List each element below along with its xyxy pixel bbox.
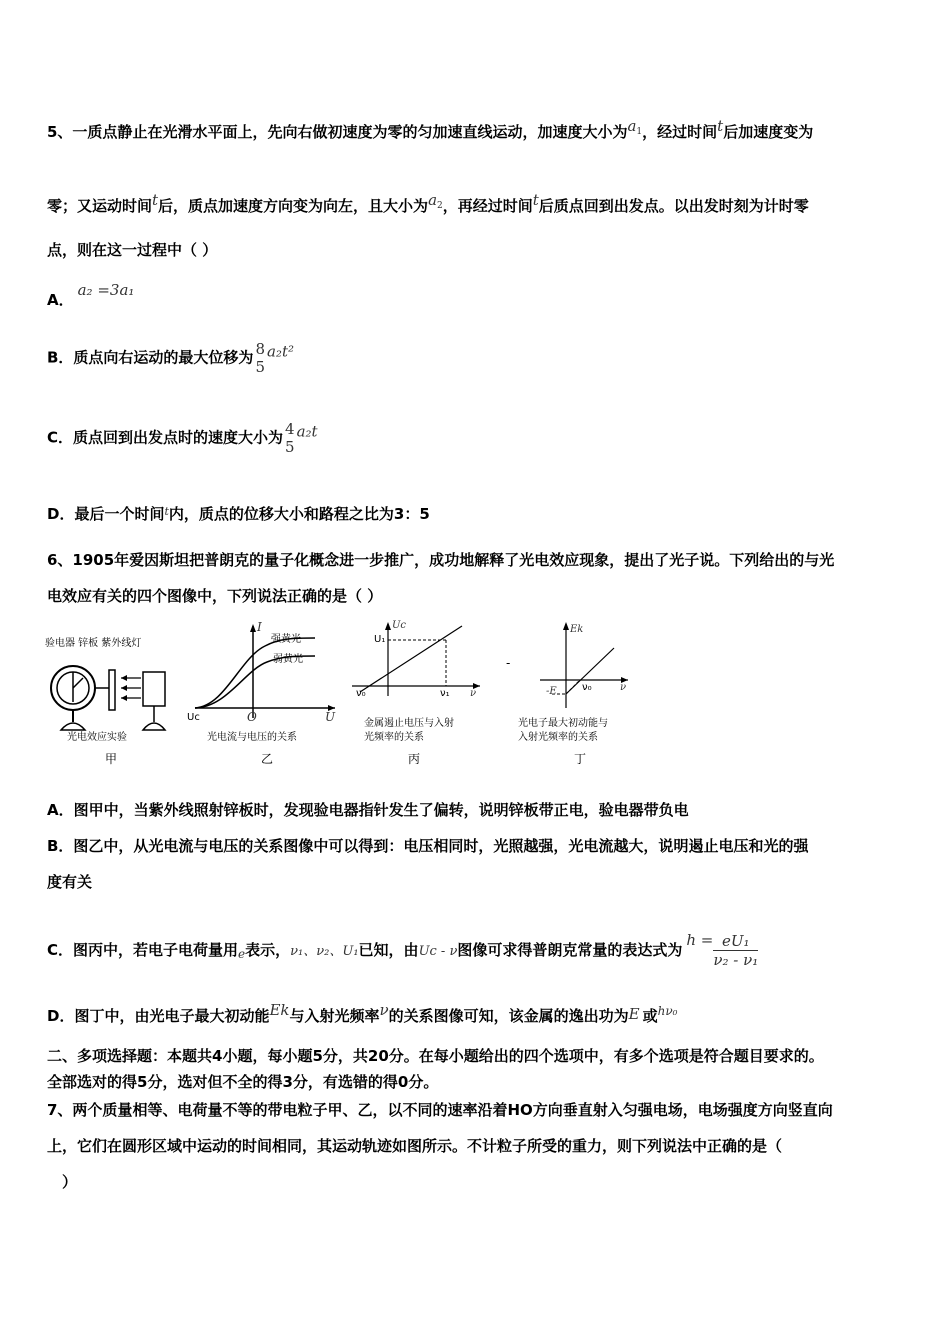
figure-yi: I 强黄光 弱黄光 Uc O U 光电流与电压的关系 乙 xyxy=(185,618,345,768)
q5-option-a: A．a₂ =3a₁ xyxy=(47,281,135,309)
a2-symbol: $a_2$ xyxy=(428,191,443,211)
q5-line2: 零；又运动时间t后，质点加速度方向变为向左，且大小为$a_2$，再经过时间t后质点回到出发点。以出发时刻为计时零 xyxy=(47,191,809,215)
section2-heading-line2: 全部选对的得5分，选对但不全的得3分，有选错的得0分。 xyxy=(47,1073,439,1091)
q5-option-c: C．质点回到出发点时的速度大小为 4 5 a₂t xyxy=(47,420,318,456)
planck-constant-fraction: $\frac{\text{eU₁}}{\text{ν₂ - ν₁}}$ xyxy=(713,932,759,969)
figure-bing: Uc U₁ ν₀ ν₁ ν 金属遏止电压与入射 光频率的关系 丙 xyxy=(350,618,490,768)
q5-option-d: D．最后一个时间$^t$内，质点的位移大小和路程之比为3：5 xyxy=(47,505,430,523)
q7-line1: 7、两个质量相等、电荷量不等的带电粒子甲、乙，以不同的速率沿着HO方向垂直射入匀强电场，电场强度方向竖直向 xyxy=(47,1101,833,1119)
q5-line3: 点，则在这一过程中（ ） xyxy=(47,241,218,259)
section2-heading-line1: 二、多项选择题：本题共4小题，每小题5分，共20分。在每小题给出的四个选项中，有多个选项是符合题目要求的。 xyxy=(47,1047,824,1065)
a1-symbol: $a_1$ xyxy=(627,117,643,137)
q6-line1: 6、1905年爱因斯坦把普朗克的量子化概念进一步推广，成功地解释了光电效应现象，提出了光子说。下列给出的与光 xyxy=(47,551,835,569)
q5-line1: 5、一质点静止在光滑水平面上，先向右做初速度为零的匀加速直线运动，加速度大小为$a_1$，经过时间t后加速度变为 xyxy=(47,117,814,141)
q6-option-b-line1: B．图乙中，从光电流与电压的关系图像中可以得到：电压相同时，光照越强，光电流越大，说明遏止电压和光的强 xyxy=(47,837,809,855)
q6-option-b-line2: 度有关 xyxy=(47,873,93,891)
q5-option-b: B．质点向右运动的最大位移为 8 5 a₂t² xyxy=(47,340,294,376)
q6-option-d: D．图丁中，由光电子最大初动能Ek与入射光频率ν的关系图像可知，该金属的逸出功为E 或$^{h\nu_0}$ xyxy=(47,1001,678,1025)
q6-line2: 电效应有关的四个图像中，下列说法正确的是（ ） xyxy=(47,587,383,605)
q7-line3: ） xyxy=(62,1173,78,1191)
option-a-formula: a₂ =3a₁ xyxy=(77,281,135,299)
figure-jia: 验电器 锌板 紫外线灯 光电效应实验 甲 xyxy=(45,618,175,768)
figure-ding: - Ek -E ν₀ ν 光电子最大初动能与 入射光频率的关系 丁 xyxy=(510,618,640,768)
stop-voltage-frequency-graph xyxy=(350,618,490,698)
q6-option-c: C．图丙中，若电子电荷量用$_e$表示，ν₁、ν₂、U₁已知，由Uc - ν图像可求得普朗克常量的表达式为h = $\frac{\text{eU₁}}{\text{ν₂ - ν₁}}$ xyxy=(47,931,759,969)
q6-option-a: A．图甲中，当紫外线照射锌板时，发现验电器指针发生了偏转，说明锌板带正电，验电器带负电 xyxy=(47,801,689,819)
fraction-4-5: 4 5 xyxy=(285,420,295,456)
current-voltage-graph xyxy=(185,618,345,728)
q7-line2: 上，它们在圆形区域中运动的时间相同，其运动轨迹如图所示。不计粒子所受的重力，则下列说法中正确的是（ xyxy=(47,1137,783,1155)
fraction-8-5: 8 5 xyxy=(255,340,265,376)
